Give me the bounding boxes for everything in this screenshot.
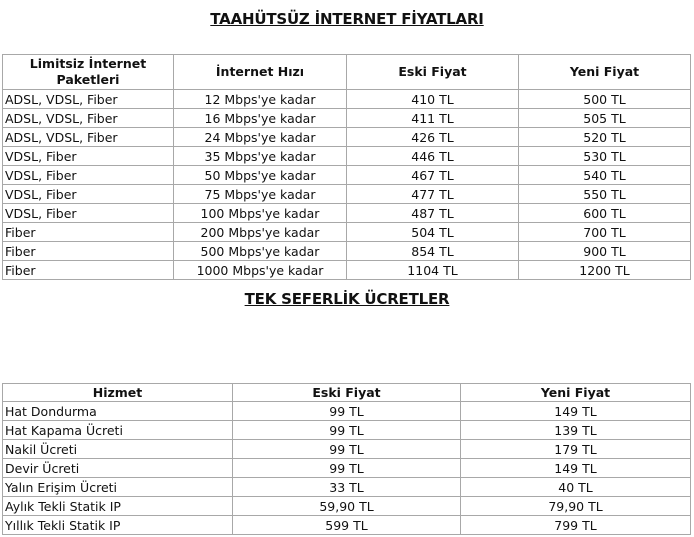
table-cell: 500 TL: [519, 90, 691, 109]
internet-prices-table: [2, 54, 691, 280]
table-row: [3, 516, 691, 535]
table-cell: 410 TL: [347, 90, 519, 109]
col-header-new-price: Yeni Fiyat: [519, 55, 691, 90]
table-cell: 33 TL: [233, 478, 461, 497]
col-header-speed: İnternet Hızı: [174, 55, 347, 90]
table-row: [3, 128, 691, 147]
table-row: [3, 402, 691, 421]
table-header-row: [3, 55, 691, 90]
table-cell: 467 TL: [347, 166, 519, 185]
table-cell: 1104 TL: [347, 261, 519, 280]
table-cell: 600 TL: [519, 204, 691, 223]
table-cell: 59,90 TL: [233, 497, 461, 516]
table-cell: 1000 Mbps'ye kadar: [174, 261, 347, 280]
table-cell: 1200 TL: [519, 261, 691, 280]
table-row: [3, 147, 691, 166]
one-time-fees-table: [2, 383, 691, 535]
table-cell: 520 TL: [519, 128, 691, 147]
table-cell: VDSL, Fiber: [3, 185, 174, 204]
table-cell: 504 TL: [347, 223, 519, 242]
internet-prices-title: TAAHÜTSÜZ İNTERNET FİYATLARI: [210, 10, 484, 28]
table-cell: Yalın Erişim Ücreti: [3, 478, 233, 497]
table-row: [3, 204, 691, 223]
table-cell: ADSL, VDSL, Fiber: [3, 128, 174, 147]
table-row: [3, 440, 691, 459]
table-row: [3, 223, 691, 242]
table-cell: ADSL, VDSL, Fiber: [3, 109, 174, 128]
table-cell: 35 Mbps'ye kadar: [174, 147, 347, 166]
table-cell: 487 TL: [347, 204, 519, 223]
table-row: [3, 166, 691, 185]
table-header-row: [3, 384, 691, 402]
table-cell: Nakil Ücreti: [3, 440, 233, 459]
table-cell: 446 TL: [347, 147, 519, 166]
table-cell: 426 TL: [347, 128, 519, 147]
table-row: [3, 242, 691, 261]
table-cell: 477 TL: [347, 185, 519, 204]
table-cell: 530 TL: [519, 147, 691, 166]
table-cell: 900 TL: [519, 242, 691, 261]
table-cell: 40 TL: [461, 478, 691, 497]
table-cell: VDSL, Fiber: [3, 204, 174, 223]
one-time-fees-title: TEK SEFERLİK ÜCRETLER: [244, 290, 450, 308]
col-header-old-price: Eski Fiyat: [233, 384, 461, 402]
table-cell: 99 TL: [233, 421, 461, 440]
table-cell: 16 Mbps'ye kadar: [174, 109, 347, 128]
table-cell: 75 Mbps'ye kadar: [174, 185, 347, 204]
table-cell: 99 TL: [233, 440, 461, 459]
table-cell: 179 TL: [461, 440, 691, 459]
table-cell: 599 TL: [233, 516, 461, 535]
table-cell: 12 Mbps'ye kadar: [174, 90, 347, 109]
table-cell: 500 Mbps'ye kadar: [174, 242, 347, 261]
table-row: [3, 497, 691, 516]
table-cell: Fiber: [3, 261, 174, 280]
table-cell: 79,90 TL: [461, 497, 691, 516]
table-cell: 799 TL: [461, 516, 691, 535]
table-cell: 149 TL: [461, 459, 691, 478]
table-row: [3, 109, 691, 128]
table-cell: Fiber: [3, 223, 174, 242]
table-cell: Hat Dondurma: [3, 402, 233, 421]
table-cell: VDSL, Fiber: [3, 147, 174, 166]
table-cell: 200 Mbps'ye kadar: [174, 223, 347, 242]
table-cell: Fiber: [3, 242, 174, 261]
table-cell: 99 TL: [233, 402, 461, 421]
col-header-new-price: Yeni Fiyat: [461, 384, 691, 402]
col-header-service: Hizmet: [3, 384, 233, 402]
table-cell: Devir Ücreti: [3, 459, 233, 478]
table-cell: 700 TL: [519, 223, 691, 242]
table-cell: Yıllık Tekli Statik IP: [3, 516, 233, 535]
table-cell: 411 TL: [347, 109, 519, 128]
table-row: [3, 185, 691, 204]
table-row: [3, 478, 691, 497]
table-cell: ADSL, VDSL, Fiber: [3, 90, 174, 109]
table-cell: 99 TL: [233, 459, 461, 478]
table-cell: 540 TL: [519, 166, 691, 185]
table-cell: 505 TL: [519, 109, 691, 128]
table-cell: Hat Kapama Ücreti: [3, 421, 233, 440]
table-cell: 854 TL: [347, 242, 519, 261]
col-header-package: Limitsiz İnternet Paketleri: [3, 55, 174, 90]
table-cell: 550 TL: [519, 185, 691, 204]
table-cell: 50 Mbps'ye kadar: [174, 166, 347, 185]
table-cell: 100 Mbps'ye kadar: [174, 204, 347, 223]
table-cell: 24 Mbps'ye kadar: [174, 128, 347, 147]
col-header-old-price: Eski Fiyat: [347, 55, 519, 90]
table-cell: 139 TL: [461, 421, 691, 440]
table-cell: Aylık Tekli Statik IP: [3, 497, 233, 516]
table-row: [3, 261, 691, 280]
table-row: [3, 90, 691, 109]
table-cell: 149 TL: [461, 402, 691, 421]
table-row: [3, 459, 691, 478]
table-cell: VDSL, Fiber: [3, 166, 174, 185]
table-row: [3, 421, 691, 440]
